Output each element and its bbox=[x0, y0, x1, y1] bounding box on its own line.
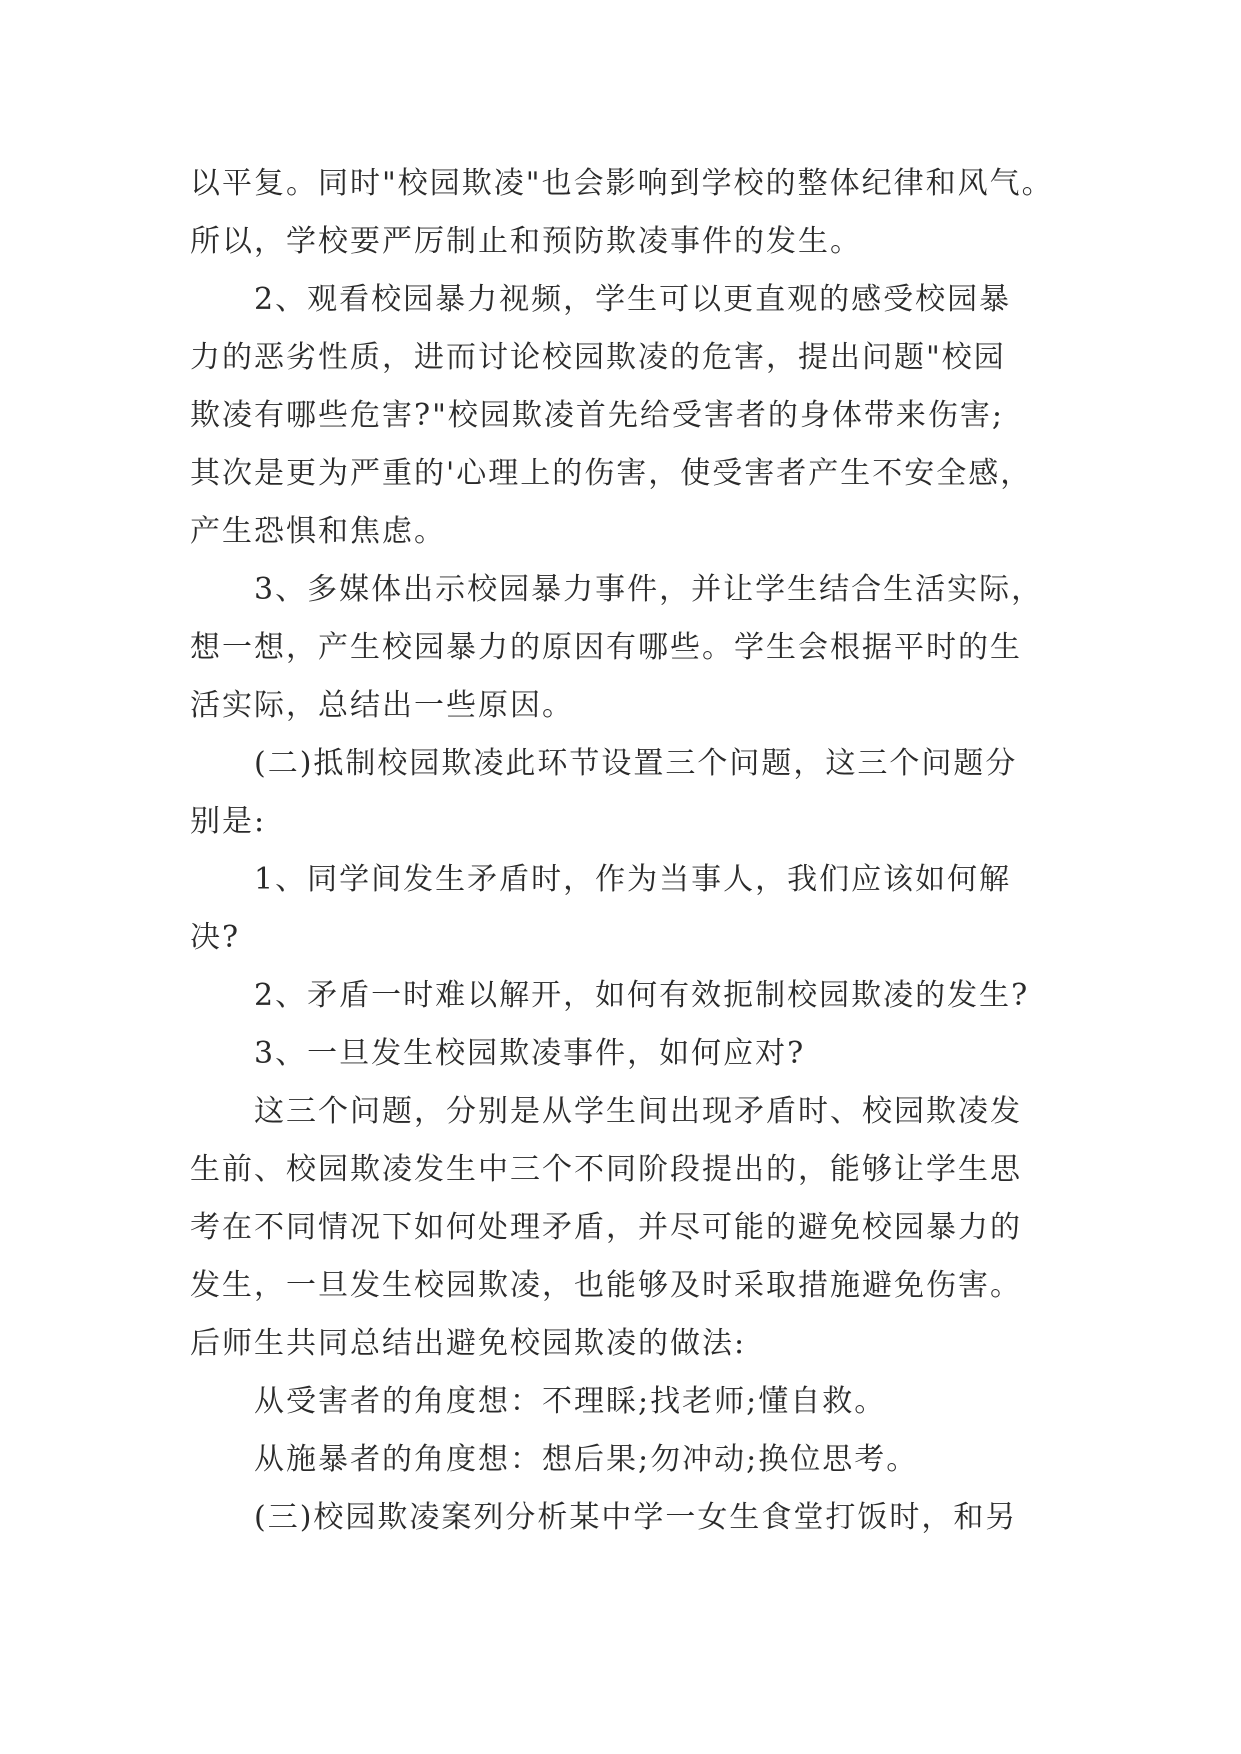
text-line: 1、同学间发生矛盾时，作为当事人，我们应该如何解 bbox=[254, 862, 1012, 897]
text-line: 这三个问题，分别是从学生间出现矛盾时、校园欺凌发 bbox=[254, 1094, 1022, 1129]
text-line: 3、一旦发生校园欺凌事件，如何应对? bbox=[254, 1036, 806, 1071]
text-line: 2、观看校园暴力视频，学生可以更直观的感受校园暴 bbox=[254, 282, 1012, 317]
text-line: 以平复。同时"校园欺凌"也会影响到学校的整体纪律和风气。 bbox=[190, 166, 1054, 201]
text-line: 3、多媒体出示校园暴力事件，并让学生结合生活实际， bbox=[254, 572, 1044, 607]
text-line: 2、矛盾一时难以解开，如何有效扼制校园欺凌的发生? bbox=[254, 978, 1030, 1013]
text-line: (三)校园欺凌案列分析某中学一女生食堂打饭时，和另 bbox=[254, 1500, 1018, 1535]
document-body bbox=[190, 155, 1070, 1547]
text-line: 从受害者的角度想：不理睬;找老师;懂自救。 bbox=[254, 1384, 887, 1419]
text-line: 所以，学校要严厉制止和预防欺凌事件的发生。 bbox=[190, 224, 862, 259]
text-line: 其次是更为严重的'心理上的伤害，使受害者产生不安全感， bbox=[190, 456, 1033, 491]
text-line: 欺凌有哪些危害?"校园欺凌首先给受害者的身体带来伤害; bbox=[190, 398, 1004, 433]
text-line: 产生恐惧和焦虑。 bbox=[190, 514, 446, 549]
text-line: 从施暴者的角度想：想后果;勿冲动;换位思考。 bbox=[254, 1442, 919, 1477]
text-line: 活实际，总结出一些原因。 bbox=[190, 688, 574, 723]
text-line: 后师生共同总结出避免校园欺凌的做法: bbox=[190, 1326, 747, 1361]
text-line: 想一想，产生校园暴力的原因有哪些。学生会根据平时的生 bbox=[190, 630, 1022, 665]
text-line: 力的恶劣性质，进而讨论校园欺凌的危害，提出问题"校园 bbox=[190, 340, 1006, 375]
text-line: 考在不同情况下如何处理矛盾，并尽可能的避免校园暴力的 bbox=[190, 1210, 1022, 1245]
text-line: 别是: bbox=[190, 804, 267, 839]
text-line: 决? bbox=[190, 920, 241, 955]
text-line: 生前、校园欺凌发生中三个不同阶段提出的，能够让学生思 bbox=[190, 1152, 1022, 1187]
text-line: (二)抵制校园欺凌此环节设置三个问题，这三个问题分 bbox=[254, 746, 1018, 781]
text-line: 发生，一旦发生校园欺凌，也能够及时采取措施避免伤害。 bbox=[190, 1268, 1022, 1303]
